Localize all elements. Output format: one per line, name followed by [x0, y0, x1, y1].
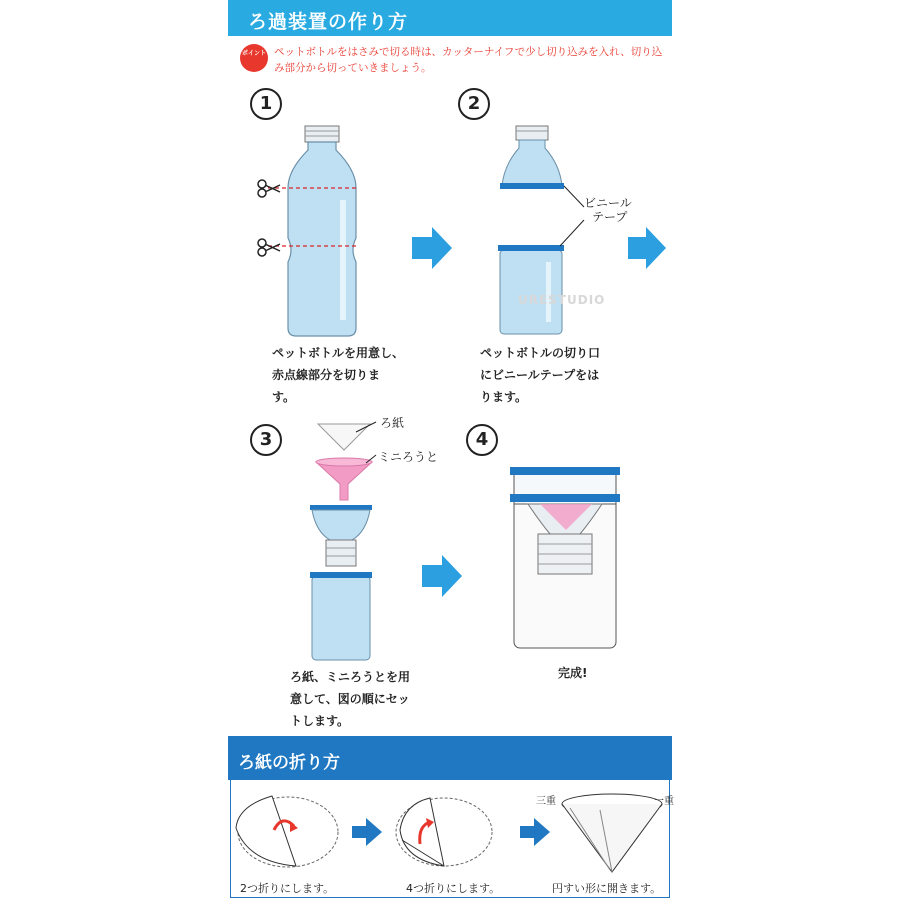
fold-step1-caption: 2つ折りにします。 — [240, 882, 335, 895]
section2-title: ろ紙の折り方 — [238, 753, 340, 773]
label-vinyl-tape-line2: テープ — [592, 210, 628, 224]
notice-text: ペットボトルをはさみで切る時は、カッターナイフで少し切り込みを入れ、切り込み部分から切っていきましょう。 — [274, 46, 663, 74]
fold-step3-caption: 円すい形に開きます。 — [552, 882, 662, 895]
bottle-bottom-icon — [310, 572, 372, 660]
section-title: ろ過装置の作り方 — [248, 11, 409, 33]
fold-step2-caption: 4つ折りにします。 — [406, 882, 501, 895]
arrow-right-icon — [628, 227, 666, 269]
bottle-top-icon — [500, 126, 564, 189]
label-single-layer: 一重 — [654, 796, 674, 807]
point-badge-label: ポイント — [241, 50, 266, 57]
step2-caption: ペットボトルの切り口 にビニールテープをは ります。 — [480, 346, 601, 404]
arrow-right-icon — [422, 555, 462, 597]
step3-caption: ろ紙、ミニろうとを用 意して、図の順にセッ トします。 — [290, 670, 411, 728]
label-triple-layer: 三重 — [536, 796, 556, 807]
mini-funnel-icon — [316, 458, 372, 500]
scissors-icon — [258, 239, 280, 256]
label-filter-paper: ろ紙 — [380, 416, 405, 430]
watermark: URESTUDIO — [518, 293, 606, 307]
arrow-right-icon — [412, 227, 452, 269]
label-mini-funnel: ミニろうと — [378, 450, 439, 464]
label-vinyl-tape-line1: ビニール — [584, 196, 632, 210]
completed-filter-icon — [510, 467, 620, 648]
step1-caption: ペットボトルを用意し、 赤点線部分を切りま す。 — [272, 346, 405, 404]
step4-caption: 完成! — [558, 666, 588, 680]
bottle-bottom-icon — [498, 245, 564, 334]
filter-paper-icon — [318, 424, 370, 450]
bottle-icon — [268, 126, 356, 336]
step-number-2: 2 — [458, 88, 490, 120]
step-number-4: 4 — [466, 424, 498, 456]
step-number-1: 1 — [250, 88, 282, 120]
section2-header — [228, 736, 672, 780]
step-number-3: 3 — [250, 424, 282, 456]
bottle-top-icon — [310, 505, 372, 566]
